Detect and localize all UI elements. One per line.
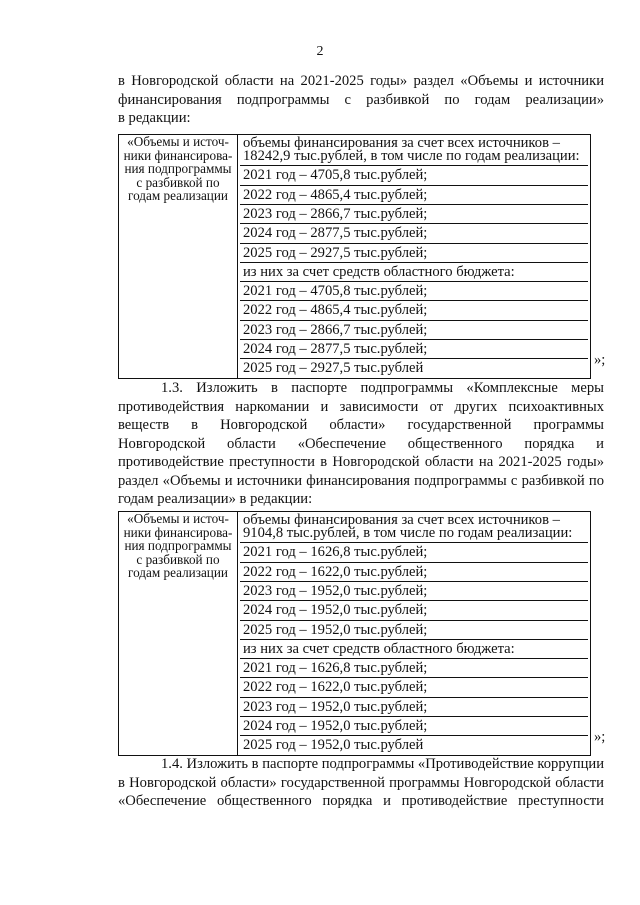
page-number: 2 [316, 44, 324, 59]
head-line: объемы финансирования за счет всех источников – [243, 512, 560, 528]
table-row: из них за счет средств областного бюджета: [240, 263, 588, 282]
table-row: 2025 год – 2927,5 тыс.рублей [243, 360, 424, 377]
text-line: в редакции: [118, 110, 191, 126]
table-label-cell [119, 135, 238, 379]
intro-paragraph [118, 72, 604, 128]
table-value-cell [238, 512, 591, 756]
head-line: 18242,9 тыс.рублей, в том числе по годам реализации: [243, 148, 580, 165]
table-row: 2025 год – 2927,5 тыс.рублей; [240, 244, 588, 263]
text-line: годам реализации» в редакции: [118, 491, 313, 507]
table-row: 2024 год – 1952,0 тыс.рублей; [240, 601, 588, 620]
financing-table-2 [118, 511, 591, 756]
table-row: 2022 год – 1622,0 тыс.рублей; [240, 563, 588, 582]
financing-table-1 [118, 134, 591, 379]
table-row: 2025 год – 1952,0 тыс.рублей; [240, 621, 588, 640]
label-line: ния подпрограммы [124, 538, 232, 553]
table-row: 2022 год – 4865,4 тыс.рублей; [240, 301, 588, 320]
table-row: 2021 год – 1626,8 тыс.рублей; [240, 543, 588, 562]
table-row: 2023 год – 2866,7 тыс.рублей; [240, 321, 588, 340]
label-line: годам реализации [128, 565, 228, 580]
text-line: 1.4. Изложить в паспорте подпрограммы «Противодействие коррупции [161, 756, 604, 772]
table-row: 2025 год – 1952,0 тыс.рублей [243, 737, 424, 754]
table-row: 2024 год – 2877,5 тыс.рублей; [240, 224, 588, 243]
table-row: 2022 год – 4865,4 тыс.рублей; [240, 186, 588, 205]
label-line: ники финансирова- [123, 147, 233, 163]
label-line: ники финансирова- [123, 524, 233, 540]
paragraph-1-4 [118, 755, 604, 811]
table-closer: »; [594, 352, 606, 368]
text-line: в Новгородской области» государственной программы Новгородской области [118, 774, 604, 791]
label-line: с разбивкой по [136, 551, 220, 567]
table-row: 2022 год – 1622,0 тыс.рублей; [240, 678, 588, 697]
text-line: финансирования подпрограммы с разбивкой по годам реализации» [118, 91, 604, 108]
label-line: «Объемы и источ- [127, 134, 229, 149]
text-line: раздел «Объемы и источники финансирования подпрограммы с разбивкой по [118, 472, 604, 489]
table-label-cell [119, 512, 238, 756]
table-row: 2023 год – 2866,7 тыс.рублей; [240, 205, 588, 224]
table-row: 2024 год – 1952,0 тыс.рублей; [240, 717, 588, 736]
table-row: 2021 год – 4705,8 тыс.рублей; [240, 282, 588, 301]
label-line: ния подпрограммы [124, 161, 232, 176]
text-line: противодействия наркомании и зависимости от других психоактивных [118, 398, 604, 415]
head-line: объемы финансирования за счет всех источников – [243, 135, 560, 151]
table-row: 2024 год – 2877,5 тыс.рублей; [240, 340, 588, 359]
label-line: «Объемы и источ- [127, 511, 229, 526]
head-line: 9104,8 тыс.рублей, в том числе по годам реализации: [243, 525, 573, 542]
table-row: 2023 год – 1952,0 тыс.рублей; [240, 582, 588, 601]
table-closer: »; [594, 729, 606, 745]
paragraph-1-3 [118, 379, 604, 509]
label-line: с разбивкой по [136, 174, 220, 190]
table-row: 2021 год – 1626,8 тыс.рублей; [240, 659, 588, 678]
table-value-cell [238, 135, 591, 379]
table-head-row [240, 512, 588, 543]
table-row: 2023 год – 1952,0 тыс.рублей; [240, 698, 588, 717]
table-row: 2021 год – 4705,8 тыс.рублей; [240, 166, 588, 185]
text-line: веществ в Новгородской области» государственной программы [118, 417, 604, 433]
text-line: Новгородской области «Обеспечение общественного порядка и [118, 435, 604, 452]
table-head-row [240, 135, 588, 166]
label-line: годам реализации [128, 188, 228, 203]
text-line: противодействие преступности в Новгородской области на 2021-2025 годы» [118, 454, 604, 470]
table-row: из них за счет средств областного бюджета: [240, 640, 588, 659]
text-line: 1.3. Изложить в паспорте подпрограммы «Комплексные меры [161, 380, 604, 396]
text-line: в Новгородской области на 2021-2025 годы» раздел «Объемы и источники [118, 73, 604, 89]
text-line: «Обеспечение общественного порядка и противодействие преступности [118, 793, 604, 809]
